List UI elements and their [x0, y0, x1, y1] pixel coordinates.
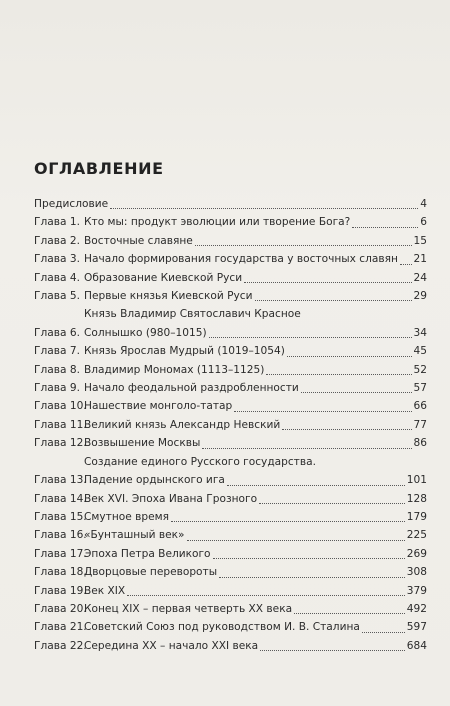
dot-leader [352, 227, 418, 228]
page-number: 6 [420, 216, 427, 229]
chapter-number: Глава 12. [34, 437, 87, 450]
page-number: 21 [413, 253, 427, 266]
chapter-title: Возвышение Москвы [84, 437, 201, 450]
chapter-title: Князь Владимир Святославич Красное [84, 308, 301, 321]
chapter-number: Глава 13. [34, 474, 87, 487]
toc-entry [34, 379, 427, 397]
chapter-title: Смутное время [84, 510, 169, 523]
chapter-number: Глава 8. [34, 363, 80, 376]
toc-entry [34, 397, 427, 415]
dot-leader [301, 392, 412, 393]
page-number: 492 [406, 602, 427, 615]
dot-leader [266, 374, 411, 375]
chapter-title: Советский Союз под руководством И. В. Сталина [84, 621, 360, 634]
page-number: 128 [406, 492, 427, 505]
chapter-title: Кто мы: продукт эволюции или творение Бога? [84, 216, 351, 229]
dot-leader [244, 282, 411, 283]
dot-leader [400, 264, 412, 265]
toc-entry [34, 213, 427, 231]
toc-entry [34, 582, 427, 600]
chapter-number: Глава 21. [34, 621, 87, 634]
page-number: 308 [406, 566, 427, 579]
chapter-number: Глава 5. [34, 290, 80, 303]
page-number: 15 [413, 234, 427, 247]
page-number: 24 [413, 271, 427, 284]
dot-leader [209, 337, 412, 338]
chapter-number: Глава 4. [34, 271, 80, 284]
chapter-title: Первые князья Киевской Руси [84, 290, 253, 303]
chapter-number: Глава 18. [34, 566, 87, 579]
toc-entry [34, 563, 427, 581]
chapter-title: Середина XX – начало XXI века [84, 639, 259, 652]
page-number: 269 [406, 547, 427, 560]
dot-leader [234, 411, 411, 412]
chapter-title: Владимир Мономах (1113–1125) [84, 363, 265, 376]
page-number: 57 [413, 382, 427, 395]
dot-leader [195, 245, 412, 246]
chapter-title: Нашествие монголо-татар [84, 400, 233, 413]
chapter-title: Предисловие [34, 198, 109, 210]
dot-leader [187, 540, 405, 541]
toc-entry [34, 600, 427, 618]
page-number: 684 [406, 639, 427, 652]
dot-leader [219, 577, 405, 578]
page-number: 86 [413, 437, 427, 450]
dot-leader [255, 300, 412, 301]
chapter-title: Создание единого Русского государства. [84, 455, 316, 468]
page-number: 4 [420, 198, 427, 210]
chapter-title: Начало феодальной раздробленности [84, 382, 299, 395]
dot-leader [260, 650, 405, 651]
page-number: 101 [406, 474, 427, 487]
chapter-title: Солнышко (980–1015) [84, 326, 207, 339]
chapter-title: Эпоха Петра Великого [84, 547, 211, 560]
toc-entry [34, 287, 427, 305]
page-number: 29 [413, 290, 427, 303]
toc-entry [34, 195, 427, 213]
toc-entry [34, 545, 427, 563]
chapter-title: Образование Киевской Руси [84, 271, 243, 284]
dot-leader [294, 613, 405, 614]
chapter-title: Падение ордынского ига [84, 474, 225, 487]
chapter-number: Глава 20. [34, 602, 87, 615]
toc-entry [34, 453, 427, 490]
dot-leader [287, 356, 412, 357]
page-number: 597 [406, 621, 427, 634]
chapter-number: Глава 6. [34, 326, 80, 339]
page-number: 66 [413, 400, 427, 413]
dot-leader [213, 558, 405, 559]
toc-entry [34, 250, 427, 268]
chapter-number: Глава 11. [34, 418, 87, 431]
chapter-number: Глава 2. [34, 234, 80, 247]
toc-entry [34, 361, 427, 379]
chapter-number: Глава 16. [34, 529, 87, 542]
page-number: 34 [413, 326, 427, 339]
chapter-title: Восточные славяне [84, 234, 193, 247]
page-number: 225 [406, 529, 427, 542]
chapter-title: Дворцовые перевороты [84, 566, 218, 579]
page-number: 52 [413, 363, 427, 376]
table-of-contents [34, 195, 427, 655]
toc-entry [34, 490, 427, 508]
chapter-number: Глава 15. [34, 510, 87, 523]
dot-leader [282, 429, 411, 430]
dot-leader [362, 632, 405, 633]
chapter-title: Век XVI. Эпоха Ивана Грозного [84, 492, 258, 505]
dot-leader [171, 521, 405, 522]
chapter-number: Глава 7. [34, 345, 80, 358]
dot-leader [202, 448, 411, 449]
chapter-number: Глава 9. [34, 382, 80, 395]
toc-entry [34, 305, 427, 342]
chapter-number: Глава 19. [34, 584, 87, 597]
chapter-number: Глава 17. [34, 547, 87, 560]
chapter-title: Век XIX [84, 584, 126, 597]
chapter-number: Глава 22. [34, 639, 87, 652]
toc-entry [34, 232, 427, 250]
toc-entry [34, 618, 427, 636]
toc-entry [34, 269, 427, 287]
toc-entry [34, 416, 427, 434]
dot-leader [259, 503, 405, 504]
toc-heading: ОГЛАВЛЕНИЕ [34, 159, 164, 178]
dot-leader [110, 208, 418, 209]
chapter-title: Начало формирования государства у восточных славян [84, 253, 398, 266]
page-number: 45 [413, 345, 427, 358]
page-number: 379 [406, 584, 427, 597]
dot-leader [127, 595, 405, 596]
chapter-title: Великий князь Александр Невский [84, 418, 281, 431]
chapter-number: Глава 1. [34, 216, 80, 229]
toc-entry [34, 637, 427, 655]
page-number: 179 [406, 510, 427, 523]
chapter-number: Глава 3. [34, 253, 80, 266]
toc-entry [34, 526, 427, 544]
chapter-number: Глава 14. [34, 492, 87, 505]
toc-entry [34, 342, 427, 360]
toc-entry [34, 434, 427, 452]
page-number: 77 [413, 418, 427, 431]
chapter-title: Князь Ярослав Мудрый (1019–1054) [84, 345, 285, 358]
chapter-title: «Бунташный век» [84, 529, 185, 542]
toc-entry [34, 508, 427, 526]
dot-leader [227, 485, 405, 486]
chapter-number: Глава 10. [34, 400, 87, 413]
chapter-title: Конец XIX – первая четверть XX века [84, 602, 293, 615]
